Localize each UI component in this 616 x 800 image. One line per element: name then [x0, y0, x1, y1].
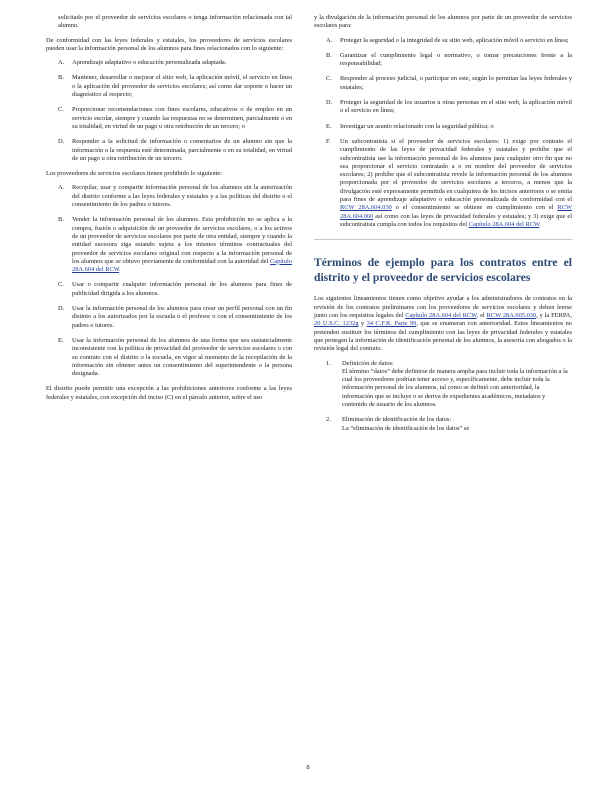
list-item: B. Vender la información personal de los alumnos. Esta prohibición no se aplica a la compra, fusión o adquisición de un proveedor de servicios escolares, o a los activos de un proveedor de servicios escolares por parte de otra entidad, siempre y cuando la entidad sucesora siga estando sujeta a los mismos términos contractuales del proveedor de servicios escolares original con respecto a la información personal de los alumnos que se obtuvo previamente de conformidad con la autoridad del Capítulo 28A.604 del RCW.: [58, 216, 292, 274]
rcw-link[interactable]: RCW 28A.605.030: [486, 312, 537, 320]
list-item: E. Usar la información personal de los alumnos de una forma que sea sustancialmente inconsistente con la política de privacidad del proveedor de servicios escolares o con su contrato con el distrito o la escuela, en vigor al momento de la recopilación de la información sin obtener antes un consentimiento del superintendente o la persona designada.: [58, 336, 292, 378]
exception-paragraph: El distrito puede permitir una excepción a las prohibiciones anteriores conforme a las leyes federales y estatales, con excepción del inciso (C) en el párrafo anterior, sobre el uso: [46, 385, 292, 401]
usc-link[interactable]: 20 U.S.C. 1232g: [314, 320, 359, 328]
list-item: B. Mantener, desarrollar o mejorar el sitio web, la aplicación móvil, el servicio en línea o la aplicación del proveedor de servicios escolares; así como dar soporte o hacer un diagnóstico al respecto;: [58, 74, 292, 99]
section-divider: [314, 239, 572, 240]
continued-item: [46, 14, 292, 31]
list-item: B. Garantizar el cumplimiento legal o normativo, o tomar precauciones frente a la responsabilidad;: [326, 51, 572, 68]
list-item: C. Proporcionar recomendaciones con fines escolares, educativos o de empleo en un servicio escolar, siempre y cuando las respuestas no se determinen, parcialmente o en su totalidad, en virtud de un pago u otra retribución de un tercero; o: [58, 106, 292, 130]
rcw-link[interactable]: RCW 28A.604.060: [340, 204, 572, 220]
left-column: [46, 14, 292, 408]
guidelines-paragraph: Los siguientes lineamientos tienen como objetivo ayudar a los administradores de contratos en la revisión de los contratos preliminares con los proveedores de servicios escolares y deben leerse junto con los requisitos legales del Capítulo 28A.604 del RCW, el RCW 28A.605.030, y la FERPA, 20 U.S.C. 1232g y 34 C.F.R. Parte 99, que se enumeran con anterioridad. Estos lineamientos no pretenden sustituir los términos del cumplimiento con las leyes de privacidad federales y estatales que protegen la información de identificación personal de los alumnos, la asesoría con abogados o la revisión legal del contrato.: [314, 295, 573, 353]
list-item: C. Usar o compartir cualquier información personal de los alumnos para fines de publicidad dirigida a los alumnos.: [58, 281, 292, 297]
list-item-subcontractor: F. Un subcontratista si el proveedor de servicios escolares: 1) exige por contrato el cumplimiento de las leyes de privacidad federales y estatales y prohíbe que el subcontratista use la información personal de los alumnos para cualquier otro fin que no sea proporcionar el servicio contratado a o en nombre del proveedor de servicios escolares; 2) prohíbe que el subcontratista revele la información personal de los alumnos proporcionada por el proveedor de servicios escolares a terceros, a menos que la divulgación esté expresamente permitida en cualquiera de los incisos anteriores o se emita para fines de aprendizaje adaptativo o educación personalizada de conformidad con el RCW 28A.604.030 o el consentimiento se obtiene en cumplimiento con el RCW 28A.604.060 así como con las leyes de privacidad federales y estatales; y 3) exige que el subcontratista cumpla con todos los requisitos del Capítulo 28A.604 del RCW.: [326, 137, 572, 228]
definitions-list: [314, 360, 572, 433]
rcw-chapter-link[interactable]: Capítulo 28A.604 del RCW: [405, 312, 477, 320]
list-item: A. Proteger la seguridad o la integridad de su sitio web, aplicación móvil o servicio en línea;: [326, 36, 569, 44]
list-item: D. Proteger la seguridad de los usuarios u otras personas en el sitio web, la aplicación móvil o el servicio en línea;: [326, 99, 572, 115]
cfr-link[interactable]: 34 C.F.R. Parte 99: [366, 320, 417, 328]
permitted-uses-list: [46, 59, 292, 163]
continued-text: solicitado por el proveedor de servicios escolares o tenga información relacionada con tal alumno.: [58, 14, 292, 30]
section-heading: Términos de ejemplo para los contratos entre el distrito y el proveedor de servicios escolares: [314, 256, 572, 284]
list-item: D. Usar la información personal de los alumnos para crear un perfil personal con un fin distinto a los autorizados por la escuela o el profesor o con el consentimiento de los padres o tutores.: [58, 305, 292, 329]
prohibited-list: [46, 184, 292, 378]
list-item: E. Investigar un asunto relacionado con la seguridad pública; o: [326, 122, 494, 130]
rcw-chapter-link[interactable]: Capítulo 28A.604 del RCW: [468, 220, 540, 228]
list-item: A. Recopilar, usar y compartir información personal de los alumnos sin la autorización del distrito conforme a las leyes federales y estatales y a las políticas del distrito o el consentimiento de los padres o tutores.: [58, 184, 292, 209]
uses-intro: De conformidad con las leyes federales y estatales, los proveedores de servicios escolares pueden usar la información personal de los alumnos para fines relacionados con lo siguiente:: [46, 36, 292, 52]
exceptions-list: [314, 37, 572, 230]
rcw-link[interactable]: RCW 28A.604.030: [340, 204, 392, 212]
list-item: C. Responder al proceso judicial, o participar en este, según lo permitan las leyes federales y estatales;: [326, 75, 572, 91]
list-item: A. Aprendizaje adaptativo o educación personalizada adaptada.: [58, 59, 227, 67]
list-item: D. Responder a la solicitud de información o comentarios de un alumno sin que la información o la respuesta esté determinada, parcialmente o en su totalidad, en virtud de un pago u otra retribución de un tercero.: [58, 138, 292, 162]
rcw-chapter-link[interactable]: Capítulo 28A.604 del RCW: [72, 257, 292, 274]
right-column: [314, 14, 572, 440]
page-number: 8: [306, 764, 310, 771]
definition-item: 2. Eliminación de identificación de los datos: La “eliminación de identificación de los datos” se: [326, 416, 470, 432]
continued-paragraph: y la divulgación de la información personal de los alumnos por parte de un proveedor de servicios escolares para:: [314, 14, 572, 30]
definition-item: 1. Definición de datos: El término “datos” debe definirse de manera amplia para incluir toda la información a la cual los proveedores podrían tener acceso y, específicamente, debe incluir toda la información personal de los alumnos, tal como se definió con anterioridad, la información que se incluye o se deriva de expedientes académicos, metadatos y contenido de usuario de los alumnos.: [326, 359, 568, 408]
prohibited-intro: Los proveedores de servicios escolares tienen prohibido lo siguiente:: [46, 170, 223, 178]
